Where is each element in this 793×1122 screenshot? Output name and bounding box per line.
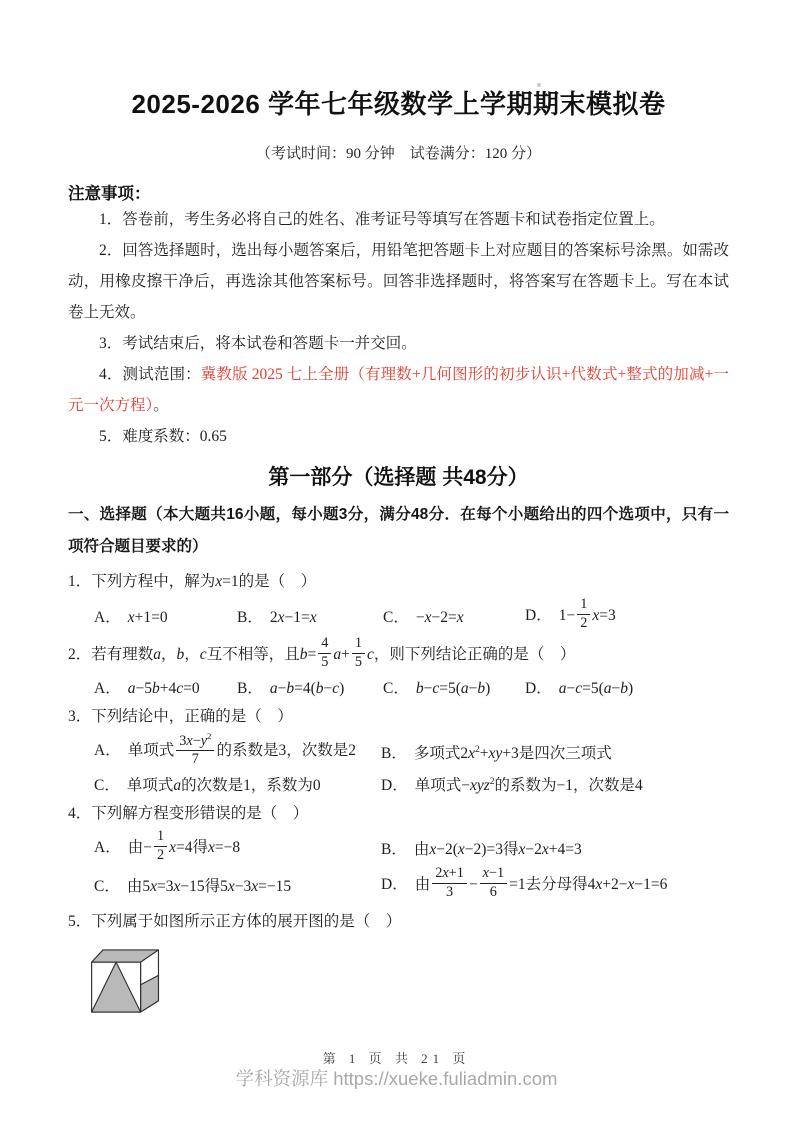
option-text: 1− $\frac{1}{2}$ x=3	[558, 596, 616, 631]
question-2-stem: 2．若有理数a，b，c互不相等，且b= $\frac{4}{5}$ a+ $\frac{1}{5}$ c，则下列结论正确的是（ ）	[68, 635, 576, 671]
option-label: D．	[525, 679, 552, 697]
option-text: 单项式 $\frac{3x-y^2}{7}$ 的系数是3，次数是2	[127, 730, 356, 768]
question-4-options-row2	[68, 865, 729, 902]
option-label: A．	[94, 679, 121, 697]
option-c	[383, 605, 525, 627]
option-text: a−c=5(a−b)	[558, 679, 634, 697]
notice-item-5: 5．难度系数：0.65	[99, 428, 227, 445]
section-title: 第一部分（选择题 共48分）	[268, 466, 529, 489]
fraction: $\frac{3x-y^2}{7}$	[176, 732, 214, 768]
option-a	[94, 676, 237, 698]
section-intro: 一、选择题（本大题共16小题，每小题3分，满分48分．在每个小题给出的四个选项中，只有一项符合题目要求的）	[68, 506, 729, 555]
option-text: 由5x=3x−15得5x−3x=−15	[126, 878, 292, 896]
option-text: 单项式a的次数是1，系数为0	[126, 776, 321, 794]
fraction: $\frac{1}{5}$	[352, 636, 365, 670]
option-b	[381, 741, 612, 763]
option-a	[94, 730, 381, 770]
option-label: B．	[237, 609, 263, 627]
option-text: 由 $\frac{2x+1}{3}$ − $\frac{x-1}{6}$ =1去分母得4x+2−x−1=6	[414, 865, 668, 900]
question-3-stem: 3．下列结论中，正确的是（ ）	[68, 707, 293, 725]
option-b	[381, 837, 582, 859]
question-5	[68, 908, 729, 1019]
notice-heading: 注意事项：	[68, 185, 151, 203]
option-c	[94, 874, 381, 896]
stray-mark	[537, 83, 541, 87]
notice-section	[68, 180, 729, 452]
option-text: 由x−2(x−2)=3得x−2x+4=3	[413, 841, 582, 859]
option-d	[525, 676, 633, 698]
watermark-text: 学科资源库 https://xueke.fuliadmin.com	[235, 1068, 558, 1089]
question-3	[68, 703, 729, 795]
question-3-options-row2	[68, 773, 729, 795]
option-text: 单项式−xyz$^2$的系数为−1，次数是4	[414, 775, 643, 794]
option-a	[94, 827, 381, 865]
question-2	[68, 635, 729, 697]
question-4-stem: 4．下列解方程变形错误的是（ ）	[68, 804, 309, 822]
fraction: $\frac{2x+1}{3}$	[432, 866, 467, 900]
option-label: C．	[383, 679, 409, 697]
option-label: B．	[237, 679, 263, 697]
fraction: $\frac{1}{2}$	[577, 597, 590, 631]
question-5-stem: 5．下列属于如图所示正方体的展开图的是（ ）	[68, 912, 402, 930]
question-1-options	[68, 596, 729, 633]
option-label: A．	[94, 609, 121, 627]
option-text: a−b=4(b−c)	[269, 679, 345, 697]
option-label: C．	[383, 609, 409, 627]
option-c	[383, 676, 525, 698]
option-text: 多项式$2x^2+xy+3$是四次三项式	[413, 743, 612, 762]
question-1	[68, 568, 729, 633]
option-text: x+1=0	[127, 609, 168, 627]
fraction: $\frac{4}{5}$	[318, 636, 331, 670]
fraction: $\frac{1}{2}$	[154, 829, 167, 863]
question-2-options	[68, 676, 729, 698]
option-label: A．	[94, 838, 121, 856]
notice-item-3: 3．考试结束后，将本试卷和答题卡一并交回。	[99, 335, 417, 352]
question-4	[68, 800, 729, 903]
option-label: C．	[94, 878, 120, 896]
fraction: $\frac{x-1}{6}$	[480, 866, 508, 900]
notice-item-2: 2．回答选择题时，选出每小题答案后，用铅笔把答题卡上对应题目的答案标号涂黑。如需改动，用橡皮擦干净后，再选涂其他答案标号。回答非选择题时，将答案写在答题卡上。写在本试卷上无效。	[68, 242, 729, 321]
option-d	[381, 773, 643, 795]
option-d	[525, 596, 616, 633]
cube-figure	[86, 943, 166, 1019]
option-text: b−c=5(a−b)	[415, 679, 491, 697]
option-label: C．	[94, 776, 120, 794]
option-label: D．	[525, 606, 552, 624]
page-title: 2025-2026 学年七年级数学上学期期末模拟卷	[131, 89, 666, 119]
option-d	[381, 865, 668, 902]
notice-item-4: 4．测试范围：冀教版 2025 七上全册（有理数+几何图形的初步认识+代数式+整式的加减+一元一次方程）。	[68, 366, 729, 414]
option-c	[94, 773, 381, 795]
question-1-stem: 1．下列方程中，解为x=1的是（ ）	[68, 573, 317, 590]
option-b	[237, 605, 383, 627]
page-number: 第 1 页 共 21 页	[322, 1051, 471, 1066]
option-label: B．	[381, 841, 407, 859]
option-text: −x−2=x	[415, 609, 464, 627]
question-3-options-row1	[68, 730, 729, 770]
question-4-options-row1	[68, 827, 729, 865]
option-text: a−5b+4c=0	[127, 679, 200, 697]
option-text: 2x−1=x	[269, 609, 317, 627]
option-a	[94, 605, 237, 627]
option-label: D．	[381, 876, 408, 893]
exam-meta: （考试时间：90 分钟 试卷满分：120 分）	[255, 146, 541, 162]
option-label: D．	[381, 776, 408, 794]
option-text: 由− $\frac{1}{2}$ x=4得x=−8	[127, 827, 241, 863]
option-b	[237, 676, 383, 698]
notice-item-1: 1．答卷前，考生务必将自己的姓名、准考证号等填写在答题卡和试卷指定位置上。	[99, 211, 665, 228]
option-label: B．	[381, 744, 407, 762]
option-label: A．	[94, 742, 121, 760]
